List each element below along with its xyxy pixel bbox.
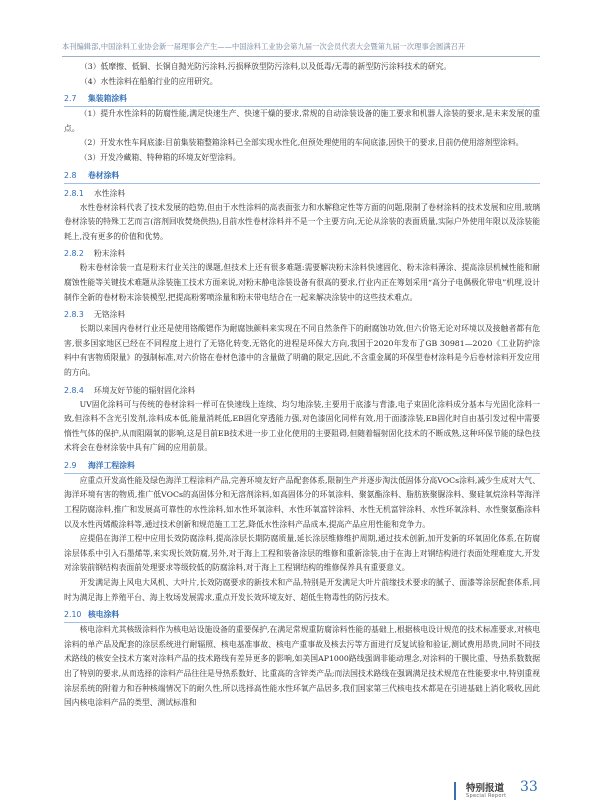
section-label: 特别报道 bbox=[466, 783, 505, 794]
subsection-title: 无铬涂料 bbox=[94, 310, 126, 320]
section-title: 集装箱涂料 bbox=[88, 94, 127, 104]
subsection-title: 水性涂料 bbox=[94, 188, 126, 198]
subsection-heading-2-8-3 bbox=[64, 307, 540, 322]
paragraph: 水性卷材涂料代表了技术发展的趋势,但由于水性涂料的高表面张力和水解稳定性等方面的问题,限制了卷材涂料的技术发展和应用,玻璃卷材涂装的特殊工艺而言(溶剂回收焚烧供热),目前水性卷材涂料并不是一个主要方向,无论从涂装的表面质量,实际户外使用年限以及涂装能耗上,没有更多的价值和优势。 bbox=[64, 202, 540, 241]
section-title: 海洋工程涂料 bbox=[88, 460, 135, 470]
article-body bbox=[64, 60, 540, 711]
footer-accent-bar bbox=[454, 782, 456, 800]
section-title: 卷材涂料 bbox=[88, 170, 120, 180]
section-label-english: Special Report bbox=[466, 793, 507, 799]
paragraph: UV固化涂料可与传统的卷材涂料一样可在快速线上连续、均匀地涂装,主要用于底漆与背漆,电子束固化涂料成分基本与光固化涂料一致,但涂料不含光引发剂,涂料成本低,能量消耗低,EB固化穿透能力强,对色漆固化同样有效,用于面漆涂装,EB固化时自由基引发过程中需要惰性气体的保护,从而阻隔氧的影响,这是目前EB技术进一步工业化使用的主要阻碍,但随着辐射固化技术的不断成熟,这种环保节能的绿色技术将会在卷材涂装中具有广阔的应用前景。 bbox=[64, 399, 540, 453]
running-header: 本刊编辑部,中国涂料工业协会新一届理事会产生——中国涂料工业协会第九届一次会员代表大会暨第九届一次理事会圆满召开 bbox=[62, 42, 466, 51]
section-heading-2-8 bbox=[64, 168, 540, 184]
subsection-title: 环境友好节能的辐射固化涂料 bbox=[94, 385, 196, 395]
paragraph: 应重点开发高性能及绿色海洋工程涂料产品,完善环境友好产品配套体系,限制生产并逐步淘汰低固体分高VOCs涂料,减少生成对大气、海洋环境有害的物质,推广低VOCs的高固体分和无溶剂涂料,如高固体分的环氧涂料、聚氨酯涂料、脂肪族聚脲涂料、聚硅氧烷涂料等海洋工程防腐涂料,推广和发展高可靠性的水性涂料,如水性环氧涂料、水性环氧富锌涂料、水性无机富锌涂料、水性环氧涂料、水性聚氨酯涂料以及水性丙烯酸涂料等,通过技术创新和规范施工工艺,降低水性涂料产品成本,提高产品应用性能和竞争力。 bbox=[64, 475, 540, 529]
list-item: （1）提升水性涂料的防腐性能,满足快速生产、快速干燥的要求,常规的自动涂装设备的施工要求和机器人涂装的要求,是未来发展的重点。 bbox=[64, 109, 540, 133]
section-number: 2.8 bbox=[64, 170, 77, 180]
list-item: （2）开发水性车间底漆:目前集装箱整箱涂料已全部实现水性化,但预处理使用的车间底漆,因快干的要求,目前仍使用溶剂型涂料。 bbox=[79, 138, 524, 148]
paragraph: 长期以来国内卷材行业还是使用铬酸锶作为耐腐蚀颜料来实现在不同自然条件下的耐腐蚀功效,但六价铬无论对环境以及接触者都有危害,很多国家地区已经在不同程度上进行了无铬化转变,无铬化的进程是环保大方向,我国于2020年发布了GB 30981—2020《工业防护涂料中有害物质限量》的强制标准,对六价铬在卷材色漆中的含量做了明确的限定,因此,不含重金属的环保型卷材涂料是今后卷材涂料开发应用的方向。 bbox=[64, 324, 540, 377]
subsection-heading-2-8-2 bbox=[64, 246, 540, 261]
section-number: 2.7 bbox=[64, 94, 77, 104]
section-heading-2-10 bbox=[64, 607, 540, 623]
paragraph: 开发满足海上风电大风机、大叶片,长效防腐要求的新技术和产品,特别是开发满足大叶片前缘技术要求的腻子、面漆等涂层配套体系,同时为满足海上养殖平台、海上牧场发展需求,重点开发长效环境友好、超低生物毒性的防污技术。 bbox=[64, 578, 540, 602]
section-title: 核电涂料 bbox=[88, 610, 120, 620]
section-number: 2.9 bbox=[64, 460, 77, 470]
paragraph: 应提倡在海洋工程中应用长效防腐涂料,提高涂层长期防腐质量,延长涂层维修维护周期,通过技术创新,加开发新的环氧固化体系,在防腐涂层体系中引入石墨烯等,来实现长效防腐,另外,对于海上工程和装备涂层的维修和重新涂装,由于在海上对钢结构进行表面处理难度大,开发对涂装前钢结构表面前处理要求等级较低的防腐涂料,对于海上工程钢结构的维修保养具有重要意义。 bbox=[64, 534, 540, 573]
list-item: （4）水性涂料在船舶行业的应用研究。 bbox=[80, 76, 218, 86]
header-divider bbox=[62, 56, 540, 57]
subsection-number: 2.8.3 bbox=[64, 310, 84, 320]
list-item: （3）开发冷藏箱、特种箱的环境友好型涂料。 bbox=[79, 152, 241, 162]
subsection-number: 2.8.4 bbox=[64, 385, 84, 395]
section-heading-2-9 bbox=[64, 458, 540, 474]
list-item: （3）低摩擦、低铜、长铜自抛光防污涂料,污损释放型防污涂料,以及低毒/无毒的新型防污涂料技术的研究。 bbox=[80, 62, 452, 71]
subsection-number: 2.8.2 bbox=[64, 249, 84, 259]
subsection-number: 2.8.1 bbox=[64, 188, 84, 198]
page-number: 33 bbox=[520, 779, 538, 795]
subsection-heading-2-8-1 bbox=[64, 186, 540, 201]
section-heading-2-7 bbox=[64, 91, 540, 107]
subsection-title: 粉末涂料 bbox=[94, 249, 126, 259]
paragraph: 粉末卷材涂装一直是粉末行业关注的课题,但技术上还有很多难题:需要解决粉末涂料快速固化、粉末涂料薄涂、提高涂层机械性能和耐腐蚀性能等关键技术难题从涂装施工技术方面来说,对粉末静电涂装设备有很高的要求,行业内正在筹划采用“高分子电偶极化带电”机理,设计制作全新的卷材粉末涂装模型,把提高粉雾喷涂量和粉末带电结合在一起来解决涂装中的这些技术难点。 bbox=[64, 263, 540, 302]
section-number: 2.10 bbox=[64, 610, 82, 620]
subsection-heading-2-8-4 bbox=[64, 383, 540, 398]
paragraph: 核电涂料尤其核级涂料作为核电站设施设备的重要保护,在满足常规重防腐涂料性能的基础上,根据核电设计规范的技术标准要求,对核电涂料的单产品及配套的涂层系统进行耐辐照、核电基准事故、核电产重事故及核去污等方面进行反复试验和验证,测试费用昂贵,同时不同技术路线的核安全技术方案对涂料产品的技术路线有差异更多的影响,如美国AP1000路线强调非能动理念,对涂料的干膜比重、导热系数数据出了特别的要求,从而选择的涂料产品往往是导热系数好、比重高的含锌类产品;而法国技术路线在强调满足技术规范在性能要求中,特别重视涂层系统的附着力和吞种核端情况下的耐久性,所以选择高性能水性环氧产品居多,我们国家第三代核电技术都是在引进基础上消化吸收,因此国内核电涂料产品的类型、测试标准和 bbox=[64, 625, 540, 708]
